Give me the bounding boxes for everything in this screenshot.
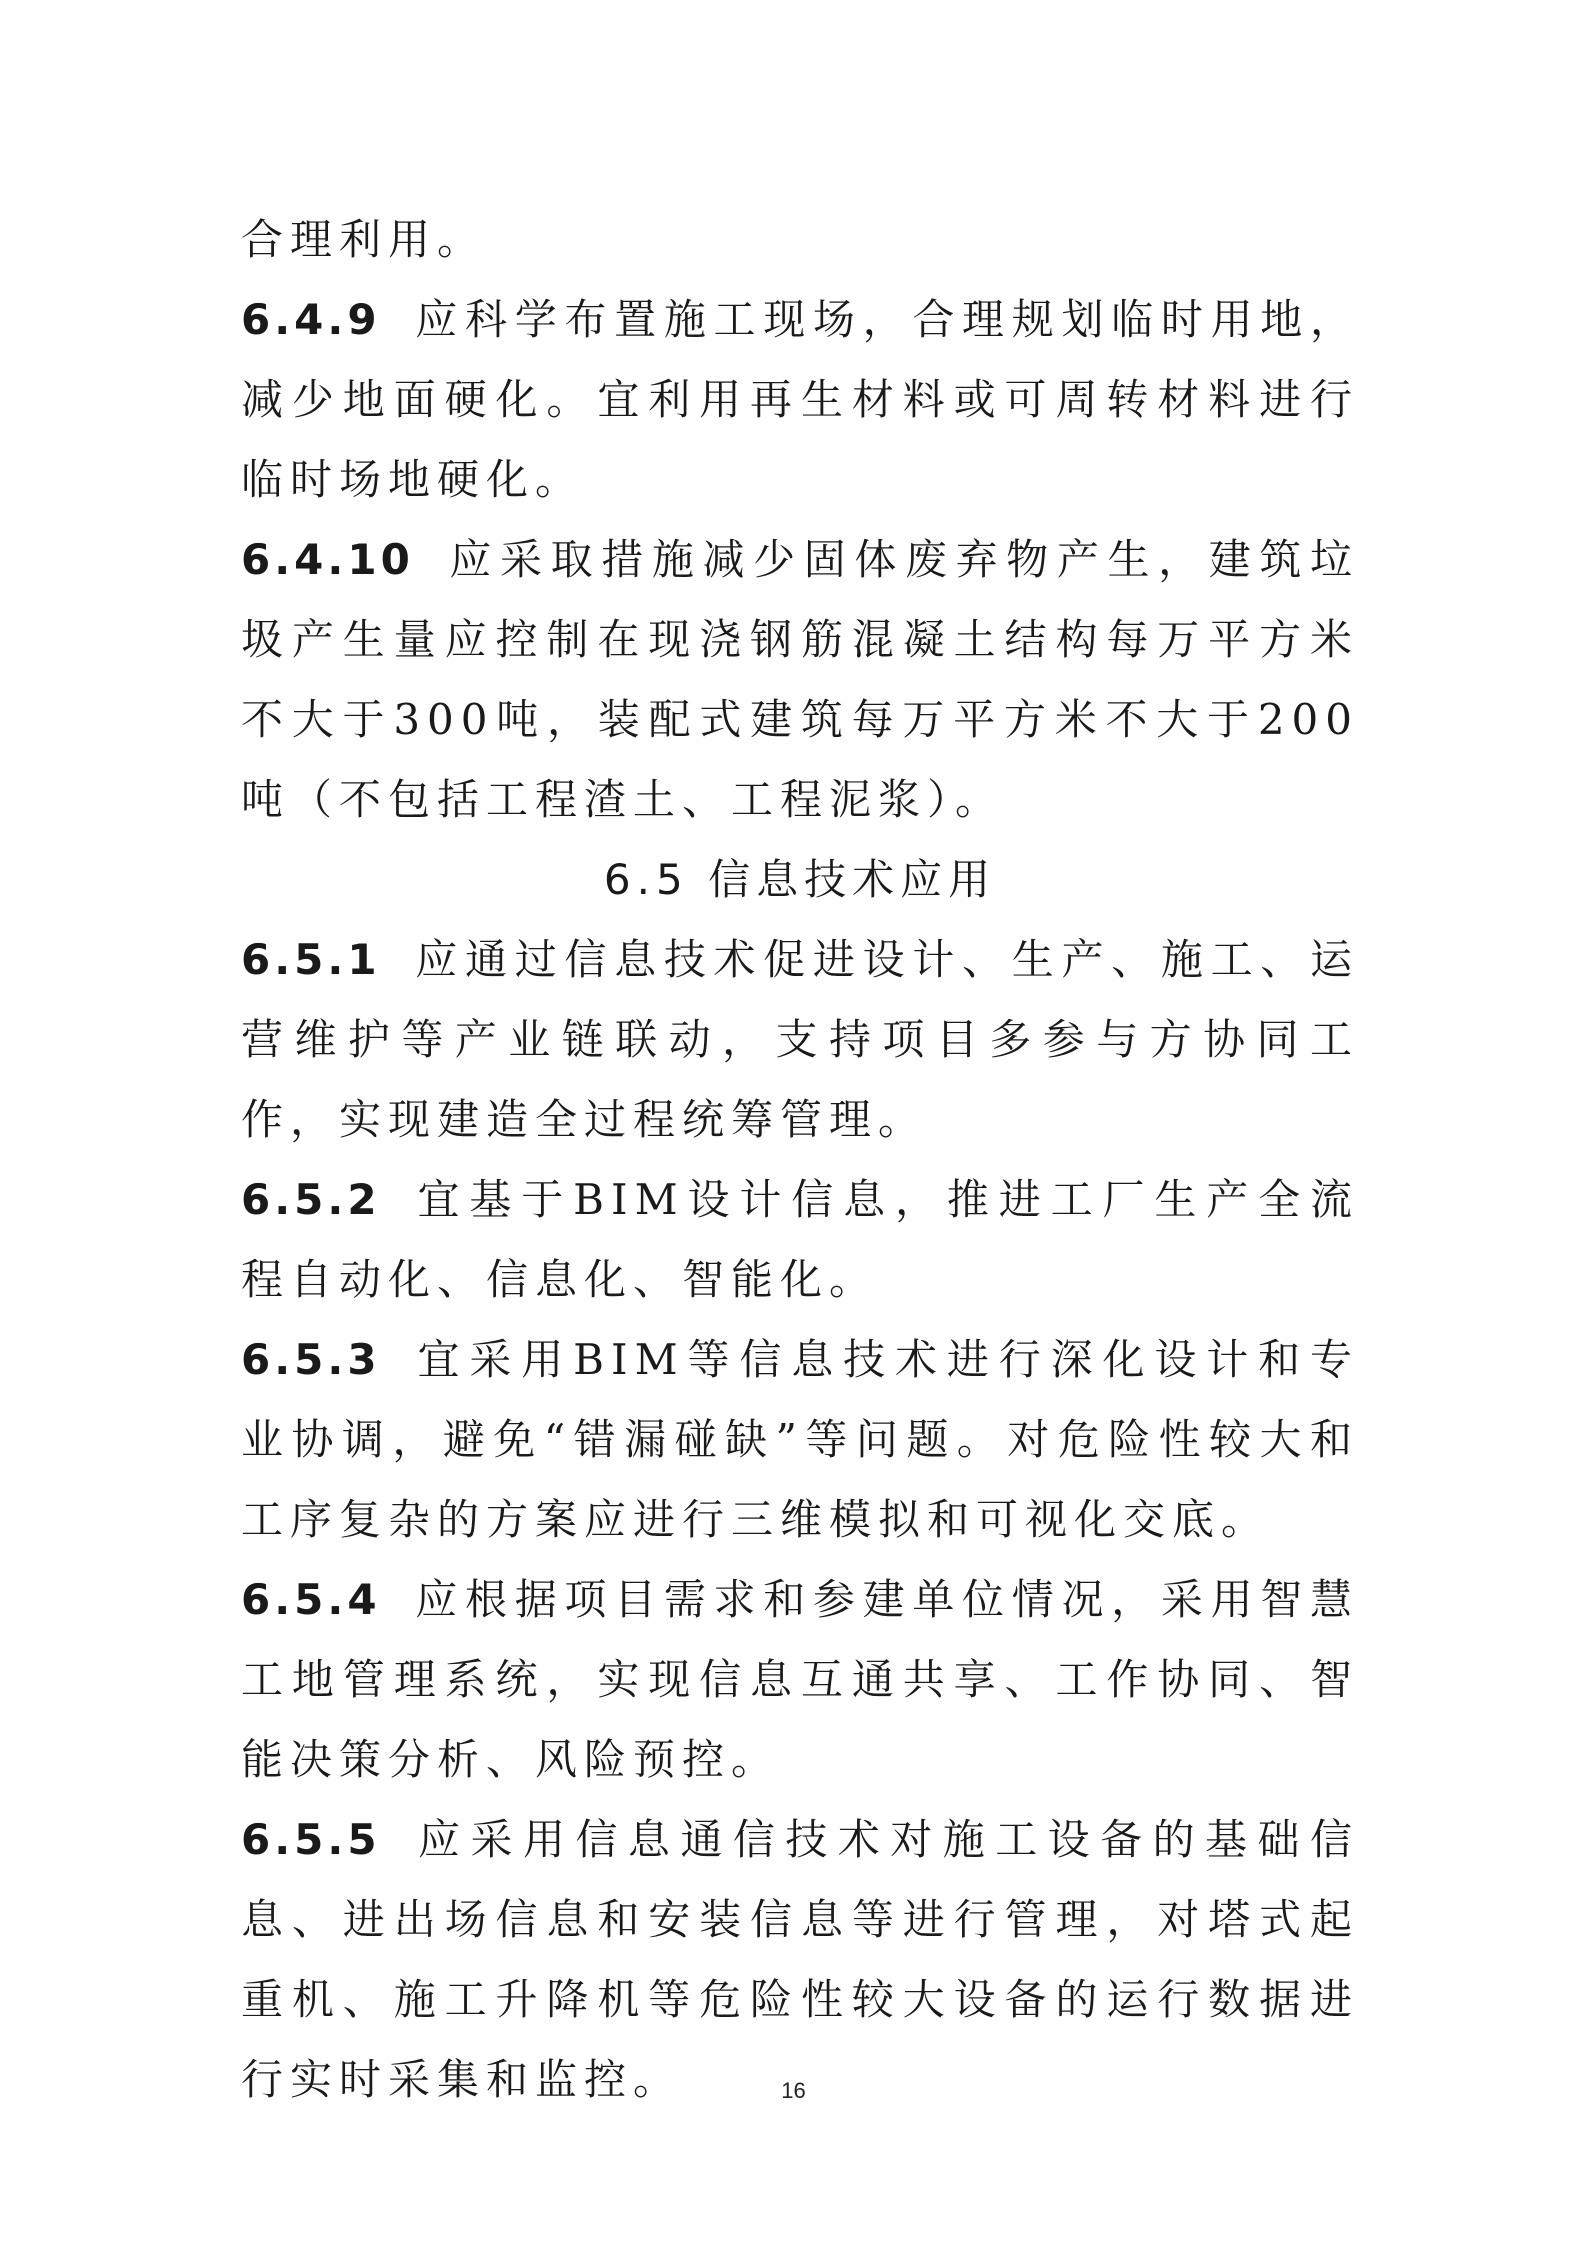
clause-number: 6.5.2 (241, 1175, 381, 1224)
clause-text: 应根据项目需求和参建单位情况，采用智慧工地管理系统，实现信息互通共享、工作协同、智能决策分析、风险预控。 (241, 1575, 1359, 1784)
clause-6-4-10 (241, 520, 1359, 840)
paragraph-continuation (241, 200, 1359, 280)
document-body (241, 200, 1359, 2120)
clause-number: 6.4.9 (241, 295, 381, 344)
clause-text: 应通过信息技术促进设计、生产、施工、运营维护等产业链联动，支持项目多参与方协同工作，实现建造全过程统筹管理。 (241, 935, 1359, 1144)
clause-number: 6.4.10 (241, 535, 414, 584)
clause-6-5-1 (241, 920, 1359, 1160)
section-title: 6.5 信息技术应用 (603, 855, 997, 904)
clause-number: 6.5.1 (241, 935, 381, 984)
clause-number: 6.5.3 (241, 1335, 381, 1384)
clause-text: 应科学布置施工现场，合理规划临时用地，减少地面硬化。宜利用再生材料或可周转材料进行临时场地硬化。 (241, 295, 1359, 504)
page-number: 16 (781, 2078, 806, 2103)
clause-number: 6.5.5 (241, 1815, 381, 1864)
clause-6-5-2 (241, 1160, 1359, 1320)
clause-text: 应采用信息通信技术对施工设备的基础信息、进出场信息和安装信息等进行管理，对塔式起重机、施工升降机等危险性较大设备的运行数据进行实时采集和监控。 (241, 1815, 1359, 2104)
clause-text: 应采取措施减少固体废弃物产生，建筑垃圾产生量应控制在现浇钢筋混凝土结构每万平方米不大于300吨，装配式建筑每万平方米不大于200吨（不包括工程渣土、工程泥浆）。 (241, 535, 1359, 824)
clause-6-5-5 (241, 1800, 1359, 2120)
clause-text: 宜采用BIM等信息技术进行深化设计和专业协调，避免“错漏碰缺”等问题。对危险性较大和工序复杂的方案应进行三维模拟和可视化交底。 (241, 1335, 1359, 1544)
clause-number: 6.5.4 (241, 1575, 381, 1624)
clause-6-5-4 (241, 1560, 1359, 1800)
clause-6-5-3 (241, 1320, 1359, 1560)
clause-text: 宜基于BIM设计信息，推进工厂生产全流程自动化、信息化、智能化。 (241, 1175, 1359, 1304)
paragraph-text: 合理利用。 (241, 215, 487, 264)
clause-6-4-9 (241, 280, 1359, 520)
